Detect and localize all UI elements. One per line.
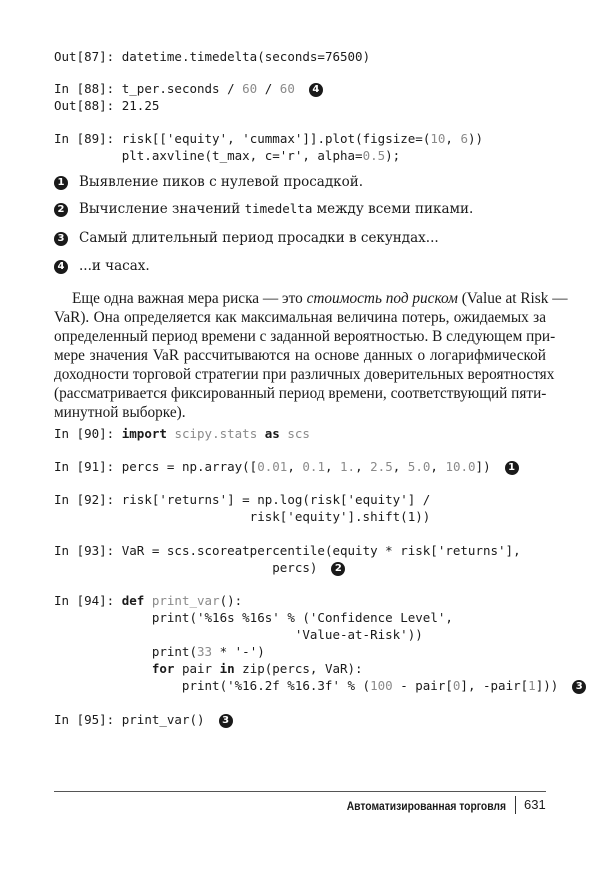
code-line-in92-cont: risk['equity'].shift(1)) [249,509,431,524]
code-line-in90: In [90]: import scipy.stats as scs [54,426,310,441]
code-line-in94-3: 'Value-at-Risk')) [294,627,423,642]
code-line-in89: In [89]: risk[['equity', 'cummax']].plot(figsize=(10, 6)) [54,131,484,146]
code-line-in92: In [92]: risk['returns'] = np.log(risk['equity'] / [54,492,431,507]
callout-3-icon: 3 [54,232,68,246]
code-line-in94-4: print(33 * '-') [54,644,265,659]
callout-1-icon: 1 [54,176,68,190]
paragraph-line-4: мере значения VaR рассчитываются на основе данных о логарифмической [54,347,546,364]
code-line-in93: In [93]: VaR = scs.scoreatpercentile(equity * risk['returns'], [54,543,521,558]
callout-1-code-icon: 1 [505,461,519,475]
code-line-in94-2: print('%16s %16s' % ('Confidence Level', [54,610,453,625]
code-line-in94-6: print('%16.2f %16.3f' % (100 - pair[0], -pair[1])) 3 [54,677,586,694]
callout-3b-code-icon: 3 [219,714,233,728]
footer-divider [54,791,546,792]
footer-separator [515,796,516,814]
code-line-in94: In [94]: def print_var(): [54,593,243,608]
callout-2-icon: 2 [54,203,68,217]
code-line-in91: In [91]: percs = np.array([0.01, 0.1, 1., 2.5, 5.0, 10.0]) 1 [54,458,519,475]
footer-chapter-title: Автоматизированная торговля [346,799,506,813]
page-number: 631 [524,797,546,812]
paragraph-line-6: (рассматривается фиксированный период времени, соответствующий пяти- [54,385,547,402]
term-value-at-risk: стоимость под риском [306,290,458,307]
paragraph-line-3: определенный период времени с заданной вероятностью. В следующем при- [54,328,556,345]
note-1: 1 Выявление пиков с нулевой просадкой. [54,173,574,191]
code-line-in94-5: for pair in zip(percs, VaR): [151,661,363,676]
note-4: 4 ...и часах. [54,257,574,275]
code-line-out87: Out[87]: datetime.timedelta(seconds=76500) [54,49,371,64]
paragraph-line-7: минутной выборке). [54,404,186,421]
code-line-in88: In [88]: t_per.seconds / 60 / 60 4 [54,80,323,97]
paragraph-line-1: Еще одна важная мера риска — это стоимость под риском (Value at Risk — [72,290,568,307]
paragraph-line-5: доходности торговой стратегии при различных доверительных вероятностях [54,366,555,383]
callout-2-code-icon: 2 [331,562,345,576]
callout-4b-icon: 4 [54,260,68,274]
code-line-in89-cont: plt.axvline(t_max, c='r', alpha=0.5); [54,148,401,163]
note-2: 2 Вычисление значений timedelta между всеми пиками. [54,200,574,218]
callout-3-code-icon: 3 [572,680,586,694]
code-line-in95: In [95]: print_var() 3 [54,711,233,728]
callout-4-icon: 4 [309,83,323,97]
body-paragraph [54,289,568,422]
code-line-in93-cont: percs) 2 [54,559,345,576]
paragraph-line-2: VaR). Она определяется как максимальная величина потерь, ожидаемых за [54,309,546,326]
code-line-out88: Out[88]: 21.25 [54,98,160,113]
note-3: 3 Самый длительный период просадки в секундах... [54,229,574,247]
